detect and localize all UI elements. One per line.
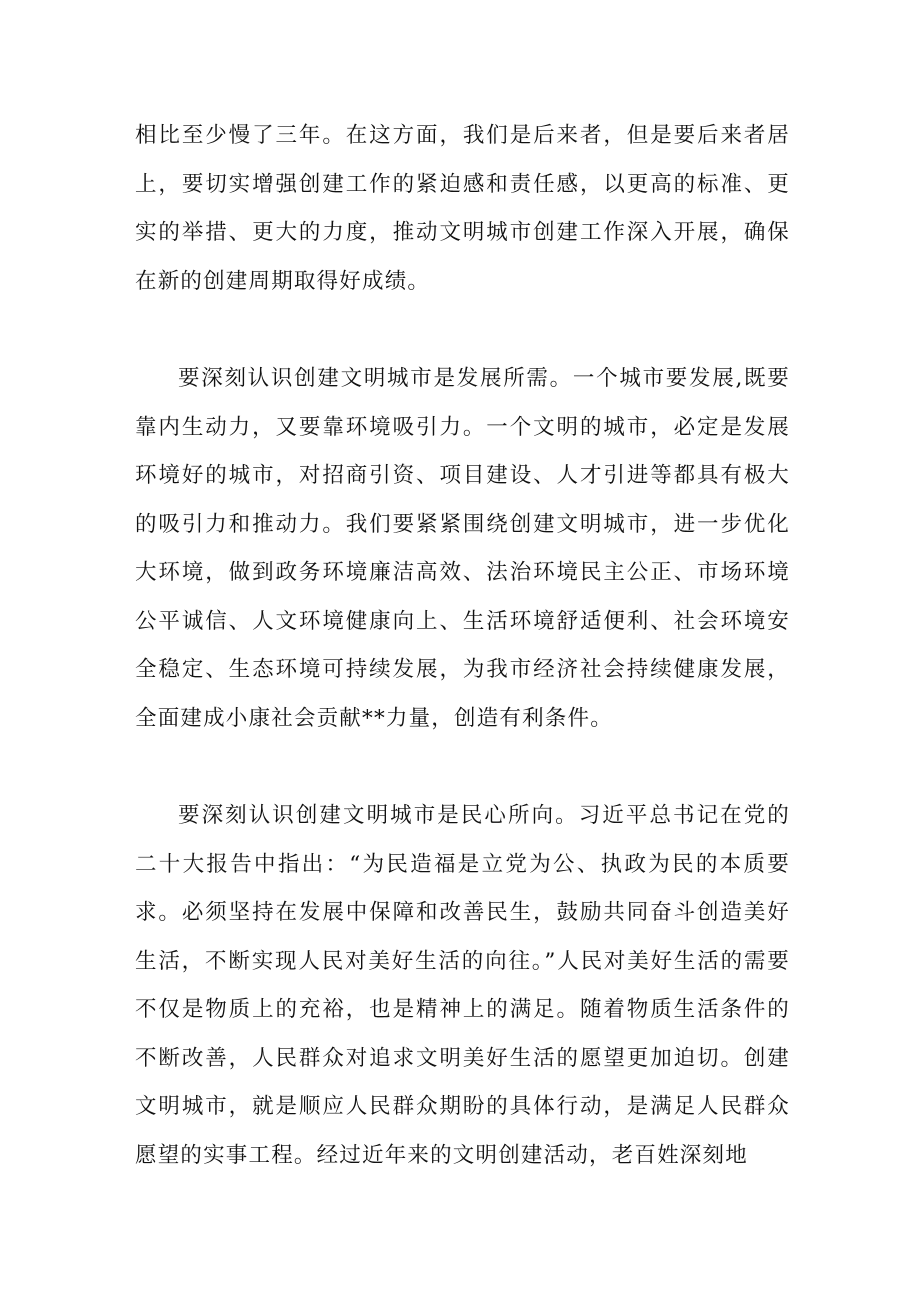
paragraph-2: 要深刻认识创建文明城市是发展所需。一个城市要发展,既要靠内生动力，又要靠环境吸引力。一个文明的城市，必定是发展环境好的城市，对招商引资、项目建设、人才引进等都具有极大的吸引力和推动力。我们要紧紧围绕创建文明城市，进一步优化大环境，做到政务环境廉洁高效、法治环境民主公正、市场环境公平诚信、人文环境健康向上、生活环境舒适便利、社会环境安全稳定、生态环境可持续发展，为我市经济社会持续健康发展，全面建成小康社会贡献**力量，创造有利条件。 [135,366,790,731]
paragraph-spacer [135,306,790,355]
paragraph-1: 相比至少慢了三年。在这方面，我们是后来者，但是要后来者居上，要切实增强创建工作的紧迫感和责任感，以更高的标准、更实的举措、更大的力度，推动文明城市创建工作深入开展，确保在新的创建周期取得好成绩。 [135,123,790,294]
paragraph-3: 要深刻认识创建文明城市是民心所向。习近平总书记在党的二十大报告中指出：“为民造福是立党为公、执政为民的本质要求。必须坚持在发展中保障和改善民生，鼓励共同奋斗创造美好生活，不断实现人民对美好生活的向往。”人民对美好生活的需要不仅是物质上的充裕，也是精神上的满足。随着物质生活条件的不断改善，人民群众对追求文明美好生活的愿望更加迫切。创建文明城市，就是顺应人民群众期盼的具体行动，是满足人民群众愿望的实事工程。经过近年来的文明创建活动，老百姓深刻地 [135,803,790,1168]
document-body [135,112,790,1180]
paragraph-spacer [135,743,790,792]
